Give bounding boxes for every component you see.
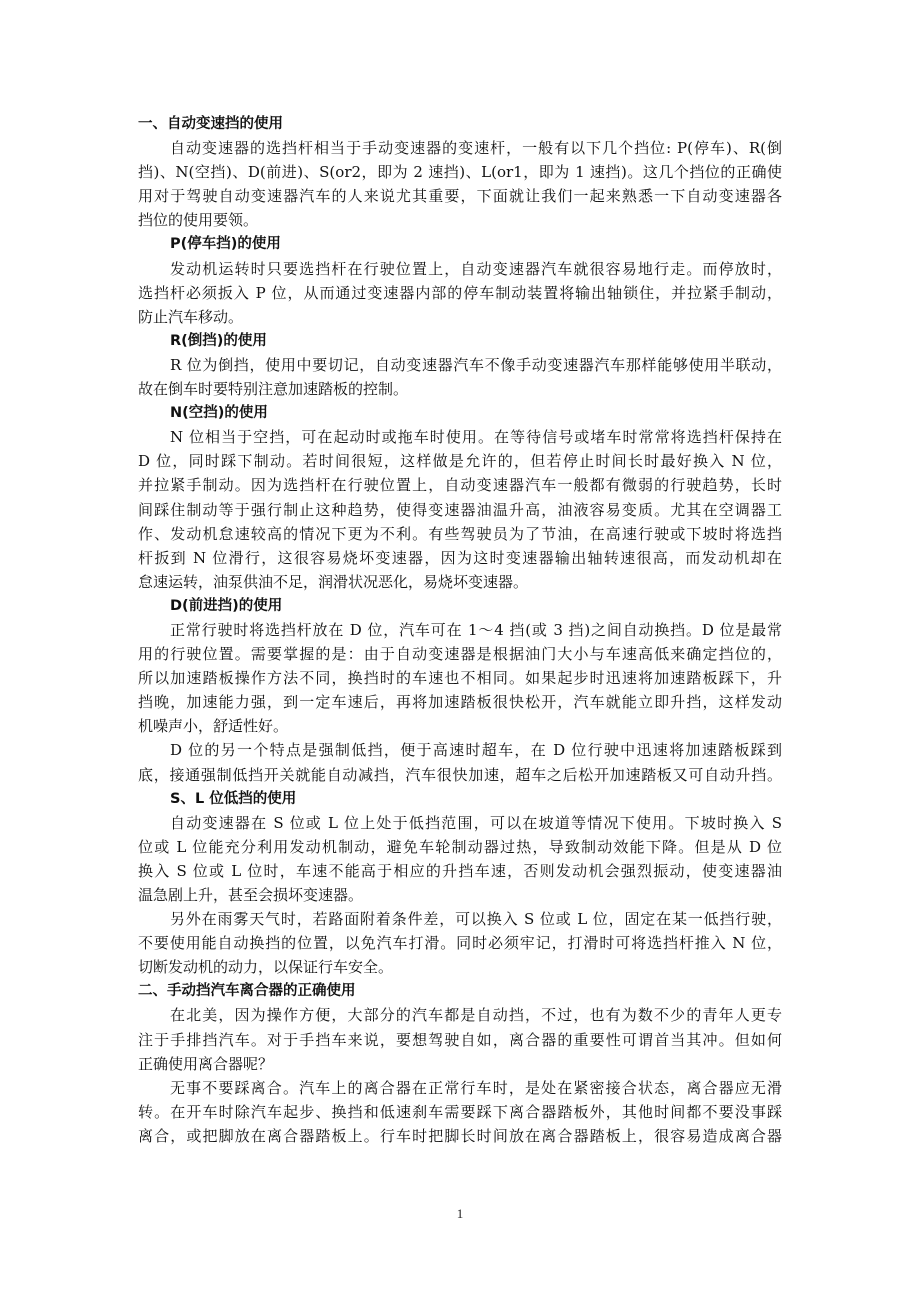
body-text-line: 故在倒车时要特别注意加速踏板的控制。 bbox=[138, 380, 409, 399]
body-text-line: 所以加速踏板操作方法不同，换挡时的车速也不相同。如果起步时迅速将加速踏板踩下，升 bbox=[138, 669, 782, 688]
paragraph-first-line: 发动机运转时只要选挡杆在行驶位置上，自动变速器汽车就很容易地行走。而停放时， bbox=[170, 259, 782, 278]
body-text-line: 不要使用能自动换挡的位置，以免汽车打滑。同时必须牢记，打滑时可将选挡杆推入 N 位， bbox=[138, 934, 782, 953]
body-text-line: 温急剧上升，甚至会损坏变速器。 bbox=[138, 886, 364, 904]
paragraph-first-line: 自动变速器的选挡杆相当于手动变速器的变速杆，一般有以下几个挡位: P(停车)、R(倒 bbox=[170, 139, 782, 158]
body-text-line: 作、发动机怠速较高的情况下更为不利。有些驾驶员为了节油，在高速行驶或下坡时将选挡 bbox=[138, 524, 782, 543]
body-text-line: 机噪声小，舒适性好。 bbox=[138, 717, 289, 736]
body-text-line: 用对于驾驶自动变速器汽车的人来说尤其重要，下面就让我们一起来熟悉一下自动变速器各 bbox=[138, 187, 782, 206]
paragraph-first-line: R 位为倒挡，使用中要切记，自动变速器汽车不像手动变速器汽车那样能够使用半联动， bbox=[170, 355, 782, 374]
paragraph-first-line: 正常行驶时将选挡杆放在 D 位，汽车可在 1～4 挡(或 3 挡)之间自动换挡。D 位是最常 bbox=[170, 620, 782, 639]
body-text-line: 换入 S 位或 L 位时，车速不能高于相应的升挡车速，否则发动机会强烈振动，使变速器油 bbox=[138, 861, 782, 880]
page-number: 1 bbox=[456, 1206, 464, 1221]
paragraph-first-line: 无事不要踩离合。汽车上的离合器在正常行车时，是处在紧密接合状态，离合器应无滑 bbox=[170, 1078, 782, 1097]
body-text-line: 正确使用离合器呢？ bbox=[138, 1054, 274, 1073]
body-text-line: 离合，或把脚放在离合器踏板上。行车时把脚长时间放在离合器踏板上，很容易造成离合器 bbox=[138, 1126, 782, 1145]
paragraph-first-line: D 位的另一个特点是强制低挡，便于高速时超车，在 D 位行驶中迅速将加速踏板踩到 bbox=[170, 741, 782, 760]
subsection-heading: D(前进挡)的使用 bbox=[170, 597, 283, 614]
body-text-line: 挡位的使用要领。 bbox=[138, 211, 259, 230]
body-text-line: 底，接通强制低挡开关就能自动减挡，汽车很快加速，超车之后松开加速踏板又可自动升挡。 bbox=[138, 765, 782, 784]
subsection-heading: S、L 位低挡的使用 bbox=[170, 790, 297, 807]
subsection-heading: R(倒挡)的使用 bbox=[170, 332, 267, 349]
body-text-line: 注于手排挡汽车。对于手挡车来说，要想驾驶自如，离合器的重要性可谓首当其冲。但如何 bbox=[138, 1030, 782, 1049]
body-text-line: 并拉紧手制动。因为选挡杆在行驶位置上，自动变速器汽车一般都有微弱的行驶趋势，长时 bbox=[138, 476, 782, 495]
body-text-line: 切断发动机的动力，以保证行车安全。 bbox=[138, 958, 394, 977]
paragraph-first-line: 在北美，因为操作方便，大部分的汽车都是自动挡，不过，也有为数不少的青年人更专 bbox=[170, 1006, 782, 1025]
body-text-line: 怠速运转，油泵供油不足，润滑状况恶化，易烧坏变速器。 bbox=[138, 572, 529, 591]
section-heading: 二、手动挡汽车离合器的正确使用 bbox=[138, 983, 356, 1000]
section-heading: 一、自动变速挡的使用 bbox=[138, 116, 283, 132]
body-text-line: 转。在开车时除汽车起步、换挡和低速刹车需要踩下离合器踏板外，其他时间都不要没事踩 bbox=[138, 1102, 782, 1121]
paragraph-first-line: 自动变速器在 S 位或 L 位上处于低挡范围，可以在坡道等情况下使用。下坡时换入 S bbox=[170, 813, 782, 832]
body-text-line: 挡)、N(空挡)、D(前进)、S(or2，即为 2 速挡)、L(or1，即为 1 速挡)。这几个挡位的正确使 bbox=[138, 163, 782, 182]
paragraph-first-line: 另外在雨雾天气时，若路面附着条件差，可以换入 S 位或 L 位，固定在某一低挡行驶， bbox=[170, 910, 782, 929]
paragraph-first-line: N 位相当于空挡，可在起动时或拖车时使用。在等待信号或堵车时常常将选挡杆保持在 bbox=[170, 428, 782, 447]
body-text-line: 位或 L 位能充分利用发动机制动，避免车轮制动器过热，导致制动效能下降。但是从 D 位 bbox=[138, 837, 782, 856]
subsection-heading: P(停车挡)的使用 bbox=[170, 236, 281, 253]
body-text-line: 间踩住制动等于强行制止这种趋势，使得变速器油温升高，油液容易变质。尤其在空调器工 bbox=[138, 500, 782, 519]
body-text-line: 用的行驶位置。需要掌握的是：由于自动变速器是根据油门大小与车速高低来确定挡位的， bbox=[138, 645, 782, 664]
body-text-line: 挡晚，加速能力强，到一定车速后，再将加速踏板很快松开，汽车就能立即升挡，这样发动 bbox=[138, 693, 782, 712]
document-body bbox=[138, 112, 782, 1148]
body-text-line: 防止汽车移动。 bbox=[138, 307, 244, 326]
body-text-line: 选挡杆必须扳入 P 位，从而通过变速器内部的停车制动装置将输出轴锁住，并拉紧手制动， bbox=[138, 283, 782, 302]
subsection-heading: N(空挡)的使用 bbox=[170, 405, 268, 422]
body-text-line: D 位，同时踩下制动。若时间很短，这样做是允许的，但若停止时间长时最好换入 N 位， bbox=[138, 452, 782, 471]
body-text-line: 杆扳到 N 位滑行，这很容易烧坏变速器，因为这时变速器输出轴转速很高，而发动机却在 bbox=[138, 548, 782, 567]
